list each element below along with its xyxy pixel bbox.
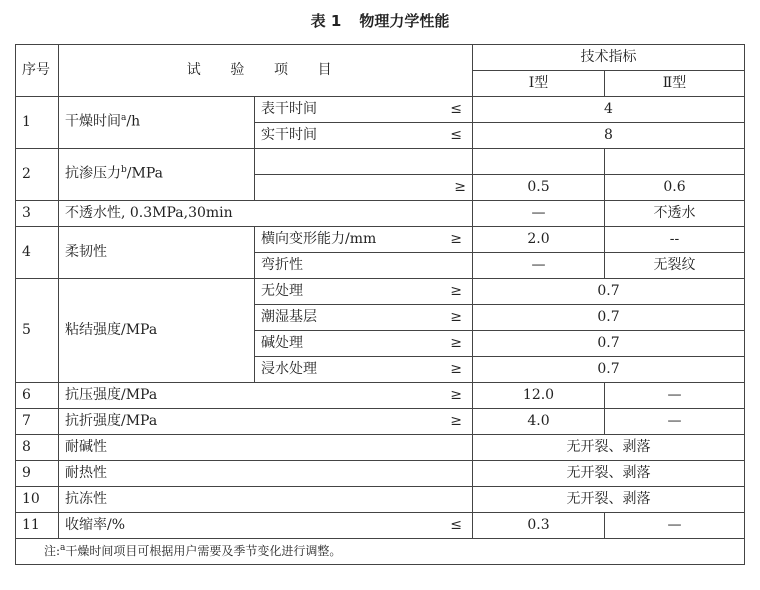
row10-name: 抗冻性 — [59, 487, 473, 513]
row5-val: 0.7 — [473, 331, 745, 357]
row5-sub: 碱处理 ≥ — [255, 331, 473, 357]
row3-t2: 不透水 — [605, 201, 745, 227]
row1-val2: 8 — [473, 123, 745, 149]
row9-no: 9 — [16, 461, 59, 487]
row5-name: 粘结强度/MPa — [59, 279, 255, 383]
row2-no: 2 — [16, 149, 59, 201]
table-row — [16, 409, 745, 435]
table-row — [16, 227, 745, 253]
row10-no: 10 — [16, 487, 59, 513]
row7-name: 抗折强度/MPa ≥ — [59, 409, 473, 435]
header-item: 试 验 项 目 — [59, 45, 473, 97]
table-row — [16, 435, 745, 461]
table-row — [16, 461, 745, 487]
note-row — [16, 539, 745, 565]
row2-empty-a — [255, 149, 473, 175]
row11-name: 收缩率/% ≤ — [59, 513, 473, 539]
table-row — [16, 383, 745, 409]
row4-sub2: 弯折性 — [255, 253, 473, 279]
row8-name: 耐碱性 — [59, 435, 473, 461]
table-title-text: 物理力学性能 — [359, 12, 450, 30]
row5-val: 0.7 — [473, 279, 745, 305]
row7-t2: — — [605, 409, 745, 435]
header-seq: 序号 — [16, 45, 59, 97]
row2-name: 抗渗压力$^b$/MPa — [59, 149, 255, 201]
row2-t1: 0.5 — [473, 175, 605, 201]
row3-no: 3 — [16, 201, 59, 227]
header-type2: Ⅱ型 — [605, 71, 745, 97]
row5-val: 0.7 — [473, 305, 745, 331]
row5-sub: 潮湿基层 ≥ — [255, 305, 473, 331]
row9-val: 无开裂、剥落 — [473, 461, 745, 487]
row1-sub2: 实干时间 ≤ — [255, 123, 473, 149]
row6-no: 6 — [16, 383, 59, 409]
row4-name: 柔韧性 — [59, 227, 255, 279]
row1-val1: 4 — [473, 97, 745, 123]
row1-sub1: 表干时间 ≤ — [255, 97, 473, 123]
row9-name: 耐热性 — [59, 461, 473, 487]
row1-name: 干燥时间$^a$/h — [59, 97, 255, 149]
row6-name: 抗压强度/MPa ≥ — [59, 383, 473, 409]
header-type1: Ⅰ型 — [473, 71, 605, 97]
row10-val: 无开裂、剥落 — [473, 487, 745, 513]
table-row — [16, 97, 745, 123]
row5-sub: 无处理 ≥ — [255, 279, 473, 305]
row2-sym: ≥ — [255, 175, 473, 201]
table-row — [16, 487, 745, 513]
table-title — [0, 10, 760, 31]
row3-name: 不透水性, 0.3MPa,30min — [59, 201, 473, 227]
row4-no: 4 — [16, 227, 59, 279]
header-row-1 — [16, 45, 745, 71]
table-row — [16, 513, 745, 539]
row11-t1: 0.3 — [473, 513, 605, 539]
table-row — [16, 149, 745, 175]
row4-t2a: -- — [605, 227, 745, 253]
row11-t2: — — [605, 513, 745, 539]
row2-t2: 0.6 — [605, 175, 745, 201]
table-row — [16, 279, 745, 305]
row7-no: 7 — [16, 409, 59, 435]
row2-empty-b — [473, 149, 605, 175]
row4-t2b: 无裂纹 — [605, 253, 745, 279]
row3-t1: — — [473, 201, 605, 227]
row4-t1a: 2.0 — [473, 227, 605, 253]
row4-sub1: 横向变形能力/mm ≥ — [255, 227, 473, 253]
row8-val: 无开裂、剥落 — [473, 435, 745, 461]
row8-no: 8 — [16, 435, 59, 461]
properties-table — [15, 44, 745, 565]
table-number: 表 1 — [310, 12, 342, 30]
row1-no: 1 — [16, 97, 59, 149]
header-spec: 技术指标 — [473, 45, 745, 71]
row7-t1: 4.0 — [473, 409, 605, 435]
row2-empty-c — [605, 149, 745, 175]
row6-t2: — — [605, 383, 745, 409]
table-note: 注:$^a$干燥时间项目可根据用户需要及季节变化进行调整。 — [16, 539, 745, 565]
row6-t1: 12.0 — [473, 383, 605, 409]
row11-no: 11 — [16, 513, 59, 539]
table-row — [16, 201, 745, 227]
row4-t1b: — — [473, 253, 605, 279]
row5-val: 0.7 — [473, 357, 745, 383]
row5-sub: 浸水处理 ≥ — [255, 357, 473, 383]
row5-no: 5 — [16, 279, 59, 383]
